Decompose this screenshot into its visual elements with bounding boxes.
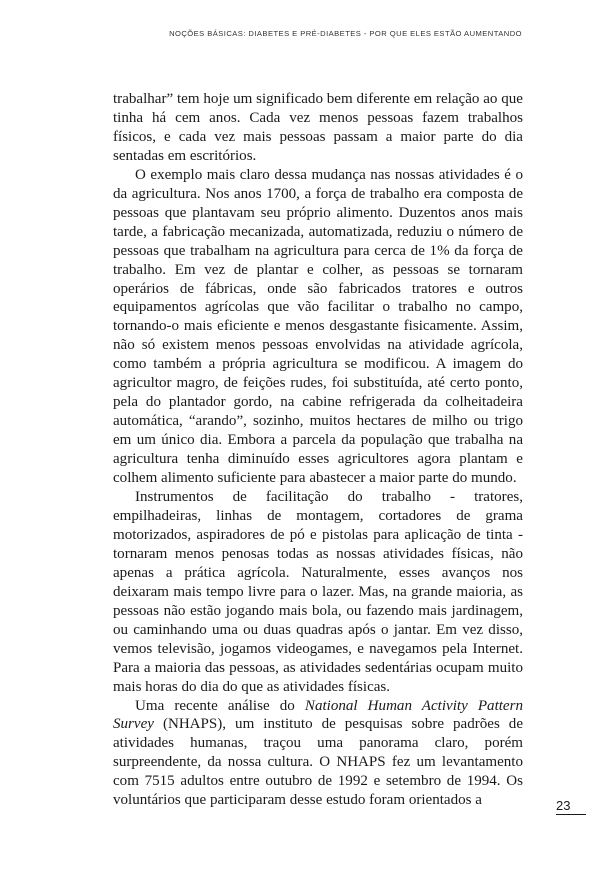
running-header: NOÇÕES BÁSICAS: DIABETES E PRÉ-DIABETES - POR QUE ELES ESTÃO AUMENTANDO bbox=[169, 29, 522, 38]
paragraph bbox=[113, 697, 523, 811]
survey-title: National Human Activity Pattern Survey bbox=[113, 697, 523, 733]
paragraph: trabalhar” tem hoje um significado bem diferente em relação ao que tinha há cem anos. Cada vez menos pessoas fazem trabalhos físicos, e cada vez mais pessoas passam a maior parte do dia sentadas em escritórios. bbox=[113, 91, 523, 164]
paragraph-lead: Uma recente análise do bbox=[135, 697, 305, 714]
page-number: 23 bbox=[556, 798, 586, 815]
paragraph: O exemplo mais claro dessa mudança nas nossas atividades é o da agricultura. Nos anos 1700, a força de trabalho era composta de pessoas que plantavam seu próprio alimento. Duzentos anos mais tarde, a fabricação mecanizada, automatizada, reduziu o número de pessoas que trabalham na agricultura para cerca de 1% da força de trabalho. Em vez de plantar e colher, as pessoas se tornaram operários de fábricas, onde são fabricados tratores e outros equipamentos agrícolas que vão facilitar o trabalho no campo, tornando-o mais eficiente e menos desgastante fisicamente. Assim, não só existem menos pessoas envolvidas na atividade agrícola, como também a própria agricultura se modificou. A imagem do agricultor magro, de feições rudes, foi substituída, até certo ponto, pela do plantador gordo, na cabine refrigerada da colheitadeira automática, “arando”, sozinho, muitos hectares de milho ou trigo em um único dia. Embora a parcela da população que trabalha na agricultura tenha diminuído esses agricultores agora plantam e colhem alimento suficiente para abastecer a maior parte do mundo. bbox=[113, 166, 523, 487]
paragraph-rest: (NHAPS), um instituto de pesquisas sobre padrões de atividades humanas, traçou uma panorama claro, porém surpreendente, da nossa cultura. O NHAPS fez um levantamento com 7515 adultos entre outubro de 1992 e setembro de 1994. Os voluntários que participaram desse estudo foram orientados a bbox=[113, 716, 523, 809]
paragraph: Instrumentos de facilitação do trabalho - tratores, empilhadeiras, linhas de montagem, cortadores de grama motorizados, aspiradores de pó e pistolas para aplicação de tinta - tornaram menos penosas todas as nossas atividades físicas, não apenas a prática agrícola. Naturalmente, esses avanços nos deixaram mais tempo livre para o lazer. Mas, na grande maioria, as pessoas não estão jogando mais bola, ou fazendo mais jardinagem, ou caminhando uma ou duas quadras após o jantar. Em vez disso, vemos televisão, jogamos videogames, e navegamos pela Internet. Para a maioria das pessoas, as atividades sedentárias ocupam muito mais horas do dia do que as atividades físicas. bbox=[113, 489, 523, 695]
body-text bbox=[113, 90, 523, 810]
